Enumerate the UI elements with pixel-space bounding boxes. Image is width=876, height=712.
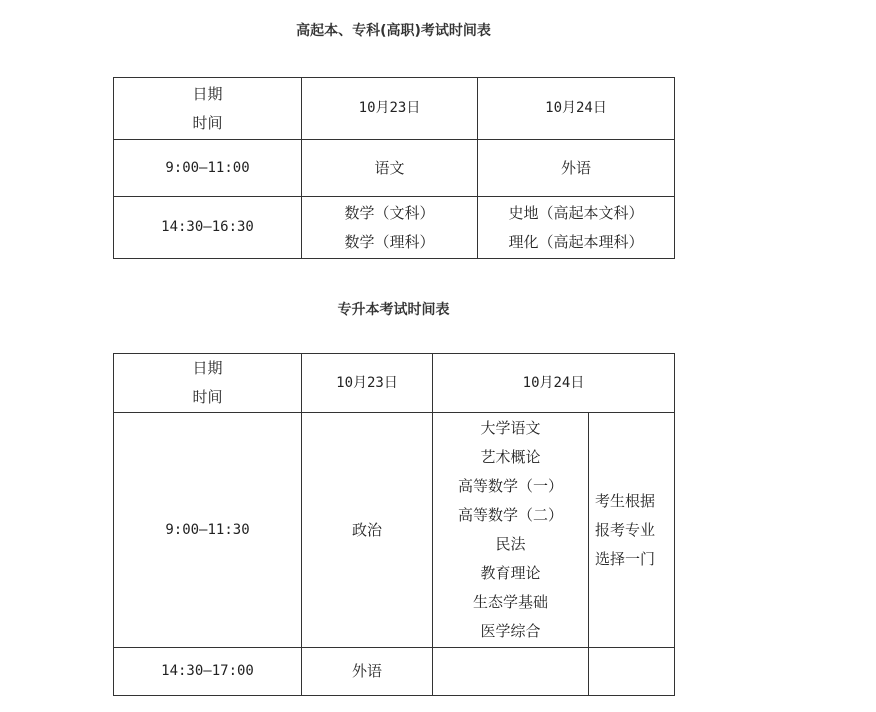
table-row (114, 648, 675, 696)
time-cell: 9:00—11:00 (114, 140, 302, 197)
subject-cell (478, 197, 675, 259)
note-line: 选择一门 (595, 549, 656, 568)
subject-item: 理化（高起本理科） (508, 232, 644, 251)
subject-item: 高等数学（一） (457, 477, 563, 495)
note-line: 考生根据 (595, 491, 656, 510)
table1-header-day2: 10月24日 (478, 78, 675, 140)
table-row (114, 197, 675, 259)
table2-header-day2: 10月24日 (433, 354, 675, 413)
subject-item: 高等数学（二） (457, 506, 563, 524)
note-cell (589, 413, 675, 648)
subject-cell: 语文 (302, 140, 478, 197)
table-row (114, 413, 675, 648)
subject-list-cell (433, 413, 589, 648)
table-row (114, 140, 675, 197)
subject-cell: 外语 (302, 648, 433, 696)
subject-item: 数学（文科） (344, 203, 435, 222)
subject-item: 医学综合 (480, 622, 541, 640)
subject-item: 大学语文 (480, 419, 541, 437)
subject-item: 史地（高起本文科） (508, 203, 644, 222)
table1-header-day1: 10月23日 (302, 78, 478, 140)
empty-cell (589, 648, 675, 696)
table2-header-row (114, 354, 675, 413)
subject-item: 教育理论 (480, 564, 541, 582)
subject-cell (302, 197, 478, 259)
table1-title: 高起本、专科(高职)考试时间表 (296, 23, 491, 39)
subject-cell: 外语 (478, 140, 675, 197)
subject-item: 民法 (495, 535, 526, 553)
note-line: 报考专业 (595, 520, 656, 539)
table1-schedule (113, 77, 675, 259)
table2-title: 专升本考试时间表 (337, 302, 450, 318)
table2-header-day1: 10月23日 (302, 354, 433, 413)
time-cell: 14:30—17:00 (114, 648, 302, 696)
table1-header-corner (114, 78, 302, 140)
time-label: 时间 (192, 388, 223, 406)
subject-cell: 政治 (302, 413, 433, 648)
date-label: 日期 (192, 359, 223, 377)
time-cell: 9:00—11:30 (114, 413, 302, 648)
table1-header-row (114, 78, 675, 140)
date-label: 日期 (192, 84, 223, 103)
table2-header-corner (114, 354, 302, 413)
empty-cell (433, 648, 589, 696)
subject-item: 数学（理科） (344, 232, 435, 251)
subject-item: 艺术概论 (480, 448, 541, 466)
subject-item: 生态学基础 (472, 593, 548, 611)
time-cell: 14:30—16:30 (114, 197, 302, 259)
table2-schedule (113, 353, 675, 696)
time-label: 时间 (192, 113, 223, 132)
